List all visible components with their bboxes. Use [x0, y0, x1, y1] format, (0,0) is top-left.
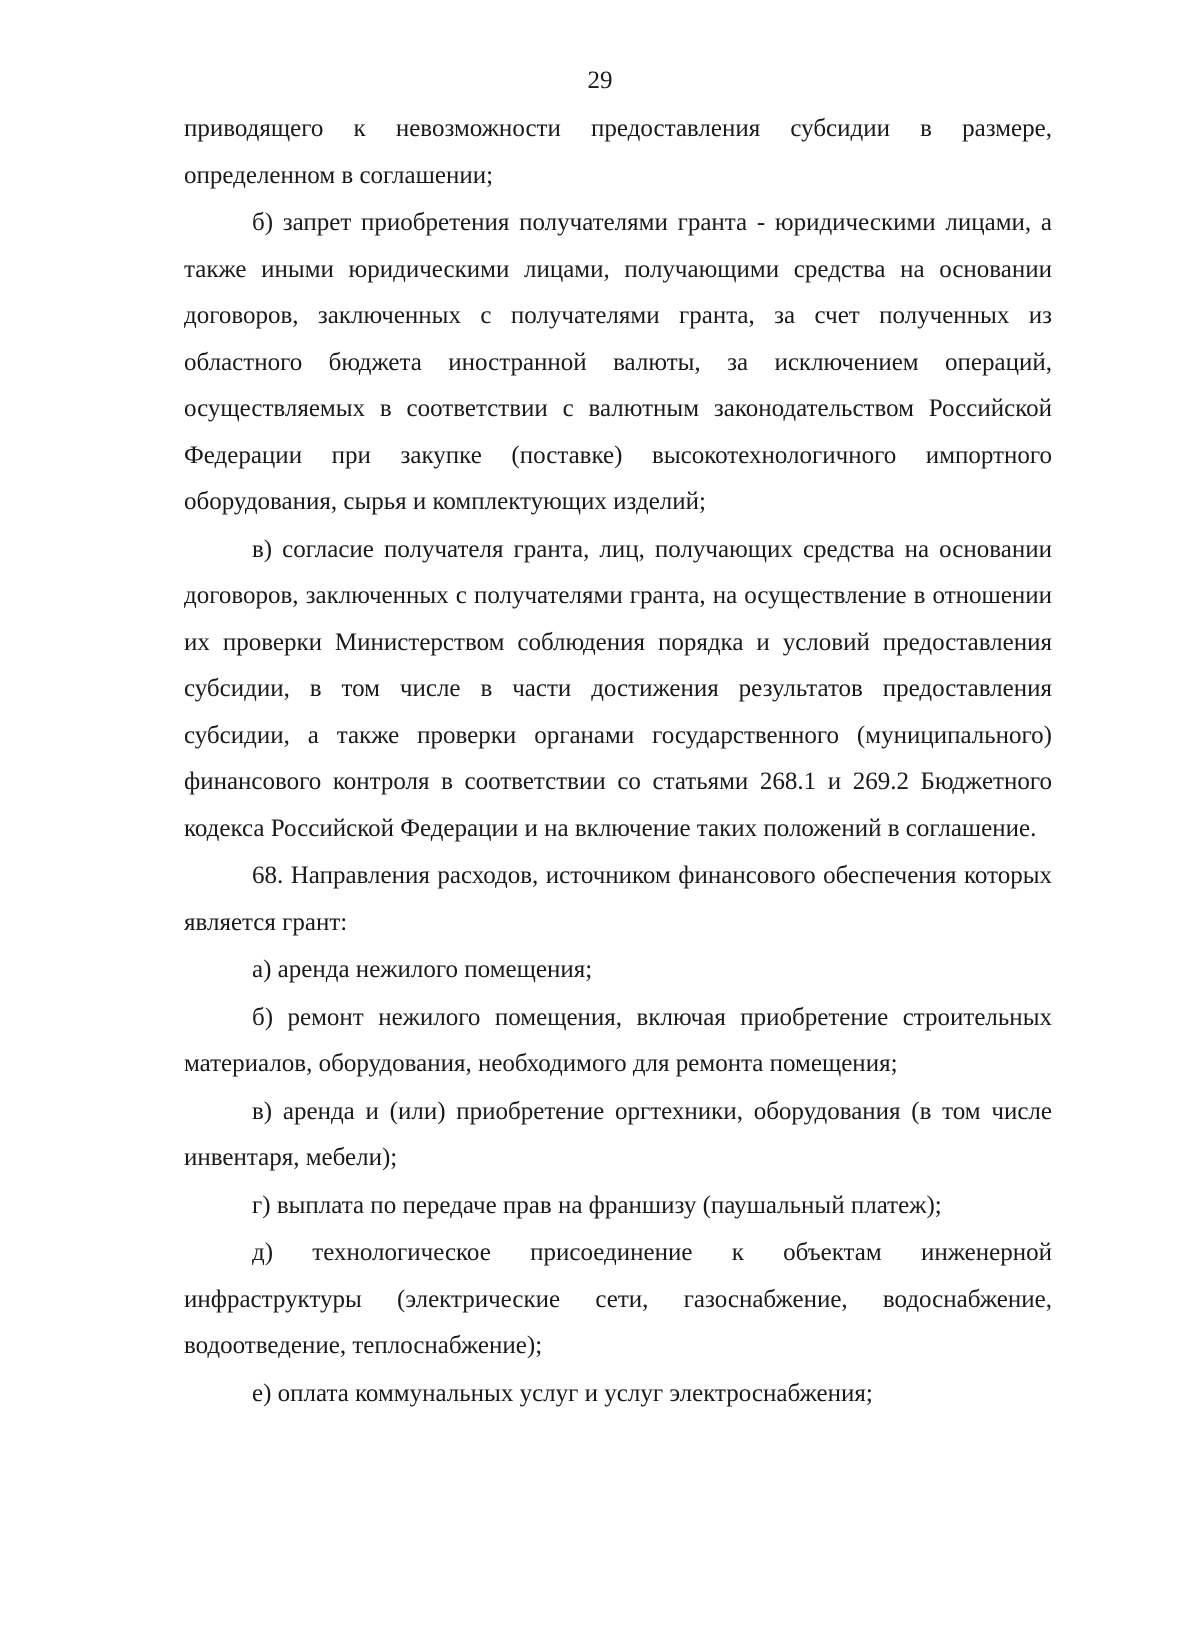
page-number: 29 — [587, 67, 613, 94]
list-item-d: д) технологическое присоединение к объектам инженерной инфраструктуры (электрические сети, газоснабжение, водоснабжение, водоотведение, теплоснабжение); — [184, 1239, 1052, 1359]
list-item-v: в) аренда и (или) приобретение оргтехники, оборудования (в том числе инвентаря, мебели); — [184, 1097, 1052, 1171]
paragraph-b-ban-on-currency: б) запрет приобретения получателями гранта - юридическими лицами, а также иными юридическими лицами, получающими средства на основании договоров, заключенных с получателями гранта, за счет полученных из областного бюджета иностранной валюты, за исключением операций, осуществляемых в соответствии с валютным законодательством Российской Федерации при закупке (поставке) высокотехнологичного импортного оборудования, сырья и комплектующих изделий; — [184, 209, 1052, 515]
paragraph-68-expense-directions: 68. Направления расходов, источником финансового обеспечения которых является грант: — [184, 862, 1052, 936]
list-item-a: а) аренда нежилого помещения; — [252, 956, 593, 983]
list-item-e: е) оплата коммунальных услуг и услуг электроснабжения; — [252, 1379, 873, 1407]
list-item-b: б) ремонт нежилого помещения, включая приобретение строительных материалов, оборудования, необходимого для ремонта помещения; — [184, 1003, 1052, 1077]
list-item-g: г) выплата по передаче прав на франшизу (паушальный платеж); — [252, 1191, 942, 1219]
paragraph-continuation: приводящего к невозможности предоставления субсидии в размере, определенном в соглашении; — [184, 115, 1052, 189]
document-body — [184, 106, 1052, 1418]
paragraph-v-consent-to-audit: в) согласие получателя гранта, лиц, получающих средства на основании договоров, заключенных с получателями гранта, на осуществление в отношении их проверки Министерством соблюдения порядка и условий предоставления субсидии, в том числе в части достижения результатов предоставления субсидии, а также проверки органами государственного (муниципального) финансового контроля в соответствии со статьями 268.1 и 269.2 Бюджетного кодекса Российской Федерации и на включение таких положений в соглашение. — [184, 535, 1052, 842]
